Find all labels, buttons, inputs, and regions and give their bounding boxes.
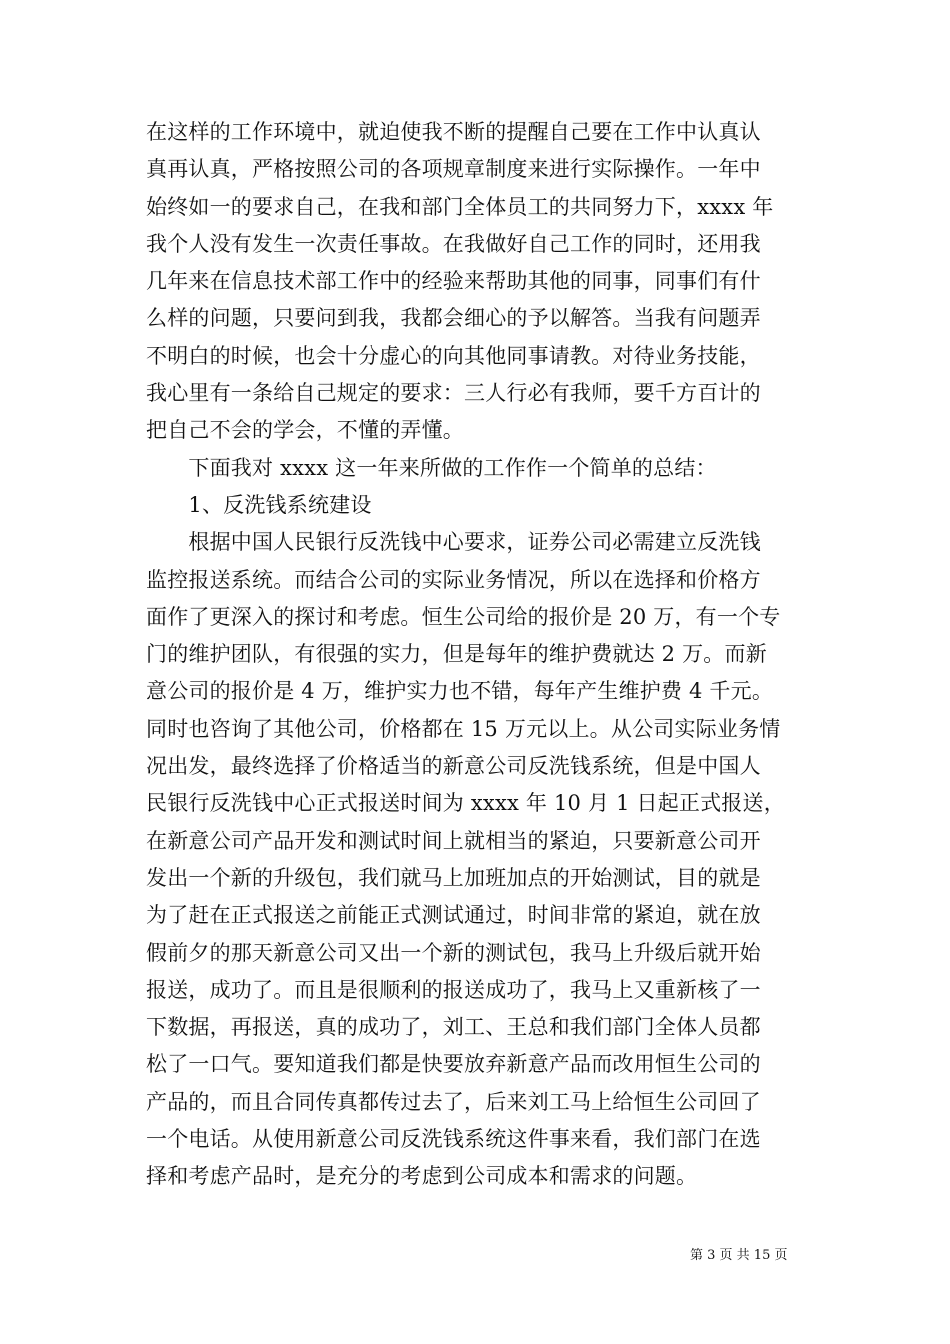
text-line: 报送，成功了。而且是很顺利的报送成功了，我马上又重新核了一 — [146, 977, 761, 1002]
text-line: 面作了更深入的探讨和考虑。恒生公司给的报价是 20 万，有一个专 — [146, 604, 781, 629]
section-heading: 1、反洗钱系统建设 — [146, 492, 372, 517]
text-line: 把自己不会的学会，不懂的弄懂。 — [146, 418, 464, 443]
text-line: 我个人没有发生一次责任事故。在我做好自己工作的同时，还用我 — [146, 231, 761, 256]
text-line: 产品的，而且合同传真都传过去了，后来刘工马上给恒生公司回了 — [146, 1089, 761, 1114]
page-number-footer: 第 3 页 共 15 页 — [690, 1248, 788, 1263]
text-line: 监控报送系统。而结合公司的实际业务情况，所以在选择和价格方 — [146, 567, 761, 592]
text-line: 在新意公司产品开发和测试时间上就相当的紧迫，只要新意公司开 — [146, 828, 761, 853]
text-line: 假前夕的那天新意公司又出一个新的测试包，我马上升级后就开始 — [146, 940, 761, 965]
text-line: 一个电话。从使用新意公司反洗钱系统这件事来看，我们部门在选 — [146, 1127, 761, 1152]
text-line: 下数据，再报送，真的成功了，刘工、王总和我们部门全体人员都 — [146, 1015, 761, 1040]
document-body — [146, 114, 816, 1196]
text-line: 为了赶在正式报送之前能正式测试通过，时间非常的紧迫，就在放 — [146, 903, 761, 928]
text-line: 真再认真，严格按照公司的各项规章制度来进行实际操作。一年中 — [146, 157, 761, 182]
text-line: 么样的问题，只要问到我，我都会细心的予以解答。当我有问题弄 — [146, 306, 761, 331]
text-line: 在这样的工作环境中，就迫使我不断的提醒自己要在工作中认真认 — [146, 120, 761, 144]
text-line: 根据中国人民银行反洗钱中心要求，证券公司必需建立反洗钱 — [146, 530, 761, 555]
text-line: 意公司的报价是 4 万，维护实力也不错，每年产生维护费 4 千元。 — [146, 679, 774, 704]
text-line: 况出发，最终选择了价格适当的新意公司反洗钱系统，但是中国人 — [146, 754, 761, 779]
text-line: 始终如一的要求自己，在我和部门全体员工的共同努力下，xxxx 年 — [146, 194, 774, 219]
text-line: 不明白的时候，也会十分虚心的向其他同事请教。对待业务技能， — [146, 343, 761, 368]
text-line: 发出一个新的升级包，我们就马上加班加点的开始测试，目的就是 — [146, 865, 761, 890]
text-line: 我心里有一条给自己规定的要求：三人行必有我师，要千方百计的 — [146, 381, 761, 406]
text-line: 下面我对 xxxx 这一年来所做的工作作一个简单的总结： — [146, 455, 717, 480]
text-line: 松了一口气。要知道我们都是快要放弃新意产品而改用恒生公司的 — [146, 1052, 761, 1077]
text-line: 几年来在信息技术部工作中的经验来帮助其他的同事，同事们有什 — [146, 269, 761, 294]
text-line: 民银行反洗钱中心正式报送时间为 xxxx 年 10 月 1 日起正式报送， — [146, 791, 785, 816]
text-line: 门的维护团队，有很强的实力，但是每年的维护费就达 2 万。而新 — [146, 642, 767, 667]
text-line: 择和考虑产品时，是充分的考虑到公司成本和需求的问题。 — [146, 1164, 698, 1189]
text-line: 同时也咨询了其他公司，价格都在 15 万元以上。从公司实际业务情 — [146, 716, 781, 741]
